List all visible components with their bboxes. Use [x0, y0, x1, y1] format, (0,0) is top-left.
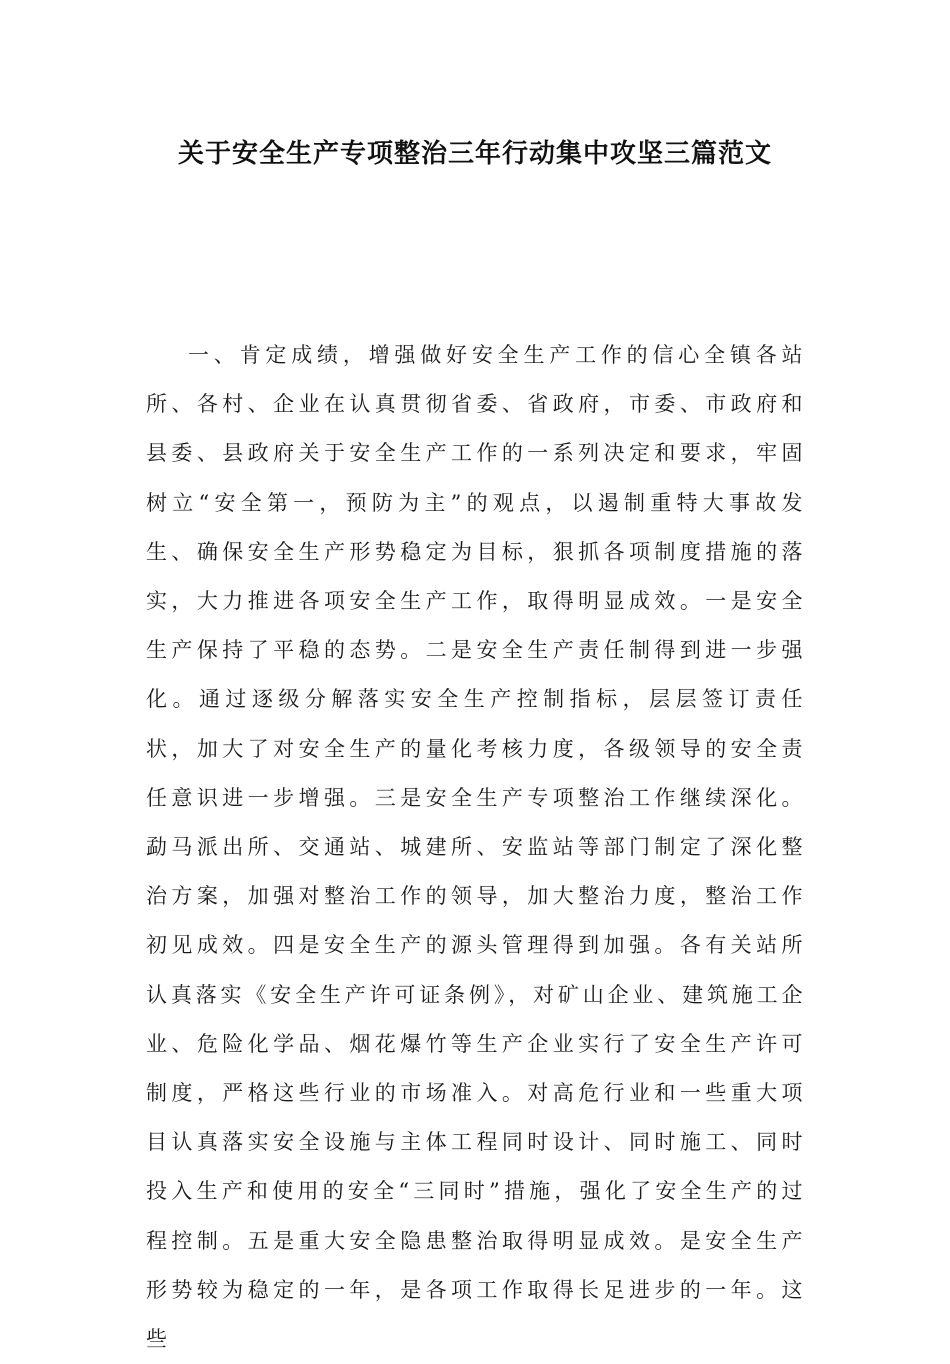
document-title: 关于安全生产专项整治三年行动集中攻坚三篇范文: [177, 139, 772, 169]
body-paragraph: 一、肯定成绩，增强做好安全生产工作的信心全镇各站所、各村、企业在认真贯彻省委、省政府，市委、市政府和县委、县政府关于安全生产工作的一系列决定和要求，牢固树立“安全第一，预防为主”的观点，以遏制重特大事故发生、确保安全生产形势稳定为目标，狠抓各项制度措施的落实，大力推进各项安全生产工作，取得明显成效。一是安全生产保持了平稳的态势。二是安全生产责任制得到进一步强化。通过逐级分解落实安全生产控制指标，层层签订责任状，加大了对安全生产的量化考核力度，各级领导的安全责任意识进一步增强。三是安全生产专项整治工作继续深化。勐马派出所、交通站、城建所、安监站等部门制定了深化整治方案，加强对整治工作的领导，加大整治力度，整治工作初见成效。四是安全生产的源头管理得到加强。各有关站所认真落实《安全生产许可证条例》，对矿山企业、建筑施工企业、危险化学品、烟花爆竹等生产企业实行了安全生产许可制度，严格这些行业的市场准入。对高危行业和一些重大项目认真落实安全设施与主体工程同时设计、同时施工、同时投入生产和使用的安全“三同时”措施，强化了安全生产的过程控制。五是重大安全隐患整治取得明显成效。是安全生产形势较为稳定的一年，是各项工作取得长足进步的一年。这些: [146, 343, 806, 1352]
